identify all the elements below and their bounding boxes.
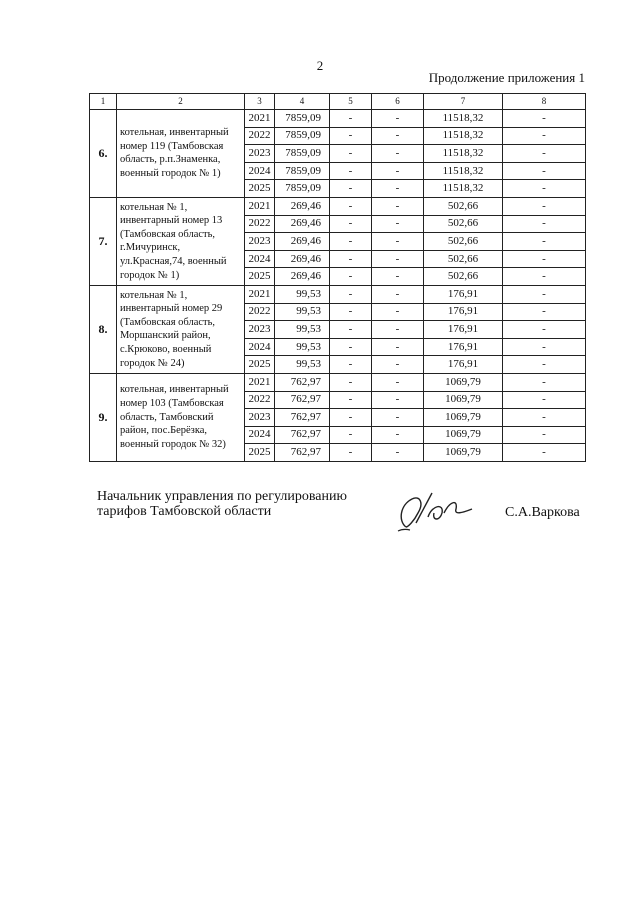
value-cell: 176,91 [424,321,503,339]
value-cell: - [503,426,586,444]
value-cell: 502,66 [424,233,503,251]
value-cell: - [503,321,586,339]
value-cell: - [330,338,372,356]
handwritten-signature [392,483,482,535]
year-cell: 2025 [245,180,275,198]
year-cell: 2023 [245,233,275,251]
value-cell: - [372,215,424,233]
value-cell: - [503,338,586,356]
description-cell: котельная № 1, инвентарный номер 13 (Тамбовская область, г.Мичуринск, ул.Красная,74, военный городок № 1) [117,197,245,285]
value-cell: - [330,110,372,128]
value-cell: - [372,233,424,251]
year-cell: 2025 [245,444,275,462]
value-cell: - [330,373,372,391]
year-cell: 2021 [245,197,275,215]
continuation-label: Продолжение приложения 1 [428,70,585,85]
tariff-table [89,93,586,462]
description-cell: котельная, инвентарный номер 119 (Тамбовская область, р.п.Знаменка, военный городок № 1) [117,110,245,198]
value-cell: 11518,32 [424,127,503,145]
year-cell: 2025 [245,268,275,286]
column-number-cell: 2 [117,94,245,110]
value-cell: 762,97 [275,426,330,444]
value-cell: - [503,250,586,268]
value-cell: - [330,426,372,444]
value-cell: 762,97 [275,409,330,427]
value-cell: - [330,391,372,409]
value-cell: 269,46 [275,250,330,268]
value-cell: - [330,321,372,339]
value-cell: 1069,79 [424,426,503,444]
value-cell: - [503,285,586,303]
value-cell: 176,91 [424,285,503,303]
year-cell: 2021 [245,373,275,391]
value-cell: - [503,180,586,198]
value-cell: - [330,145,372,163]
value-cell: - [372,373,424,391]
table-row [90,110,586,128]
value-cell: - [503,233,586,251]
value-cell: - [503,162,586,180]
value-cell: - [503,127,586,145]
value-cell: - [372,180,424,198]
year-cell: 2023 [245,321,275,339]
value-cell: - [372,268,424,286]
value-cell: - [503,110,586,128]
value-cell: 502,66 [424,197,503,215]
value-cell: 11518,32 [424,180,503,198]
value-cell: - [372,110,424,128]
value-cell: 99,53 [275,321,330,339]
value-cell: - [372,409,424,427]
year-cell: 2023 [245,145,275,163]
year-cell: 2021 [245,110,275,128]
table-body [90,94,586,462]
value-cell: - [330,197,372,215]
value-cell: 7859,09 [275,180,330,198]
value-cell: 269,46 [275,215,330,233]
column-number-cell: 4 [275,94,330,110]
value-cell: - [503,444,586,462]
year-cell: 2024 [245,162,275,180]
table-row [90,285,586,303]
column-number-row [90,94,586,110]
value-cell: 7859,09 [275,145,330,163]
year-cell: 2021 [245,285,275,303]
value-cell: - [330,233,372,251]
column-number-cell: 8 [503,94,586,110]
table-row [90,373,586,391]
year-cell: 2022 [245,303,275,321]
value-cell: 176,91 [424,338,503,356]
value-cell: - [372,338,424,356]
year-cell: 2025 [245,356,275,374]
value-cell: - [372,197,424,215]
year-cell: 2022 [245,215,275,233]
column-number-cell: 3 [245,94,275,110]
value-cell: 99,53 [275,356,330,374]
value-cell: - [372,127,424,145]
value-cell: - [330,303,372,321]
row-number-cell: 6. [90,110,117,198]
signatory-title [97,490,347,519]
value-cell: - [330,127,372,145]
value-cell: 269,46 [275,197,330,215]
column-number-cell: 1 [90,94,117,110]
value-cell: 1069,79 [424,391,503,409]
year-cell: 2022 [245,391,275,409]
signatory-title-line: Начальник управления по регулированию [97,489,347,504]
value-cell: - [330,162,372,180]
value-cell: - [503,268,586,286]
value-cell: - [372,391,424,409]
value-cell: 11518,32 [424,110,503,128]
table-row [90,197,586,215]
value-cell: - [330,180,372,198]
value-cell: 99,53 [275,338,330,356]
value-cell: - [372,250,424,268]
value-cell: - [503,303,586,321]
value-cell: - [330,285,372,303]
value-cell: - [372,145,424,163]
value-cell: - [503,145,586,163]
column-number-cell: 5 [330,94,372,110]
value-cell: 502,66 [424,215,503,233]
year-cell: 2024 [245,250,275,268]
value-cell: - [372,444,424,462]
signatory-name: С.А.Варкова [505,505,580,520]
value-cell: 7859,09 [275,162,330,180]
column-number-cell: 7 [424,94,503,110]
value-cell: 176,91 [424,303,503,321]
value-cell: - [372,162,424,180]
value-cell: - [372,426,424,444]
value-cell: - [330,268,372,286]
signatory-title-line: тарифов Тамбовской области [97,503,272,519]
value-cell: - [503,197,586,215]
row-number-cell: 9. [90,373,117,461]
value-cell: 1069,79 [424,444,503,462]
description-cell: котельная, инвентарный номер 103 (Тамбовская область, Тамбовский район, пос.Берёзка, военный городок № 32) [117,373,245,461]
row-number-cell: 7. [90,197,117,285]
value-cell: - [330,356,372,374]
year-cell: 2022 [245,127,275,145]
year-cell: 2024 [245,426,275,444]
value-cell: - [372,285,424,303]
value-cell: 11518,32 [424,145,503,163]
value-cell: 762,97 [275,444,330,462]
value-cell: - [372,356,424,374]
value-cell: - [372,321,424,339]
value-cell: - [503,391,586,409]
value-cell: 762,97 [275,391,330,409]
value-cell: 176,91 [424,356,503,374]
value-cell: - [503,215,586,233]
value-cell: 99,53 [275,285,330,303]
value-cell: - [503,409,586,427]
value-cell: - [330,215,372,233]
value-cell: - [330,409,372,427]
value-cell: - [330,250,372,268]
value-cell: 7859,09 [275,110,330,128]
row-number-cell: 8. [90,285,117,373]
value-cell: 762,97 [275,373,330,391]
page-number: 2 [316,58,324,73]
value-cell: 1069,79 [424,409,503,427]
value-cell: 269,46 [275,233,330,251]
column-number-cell: 6 [372,94,424,110]
value-cell: 99,53 [275,303,330,321]
value-cell: - [330,444,372,462]
value-cell: 502,66 [424,250,503,268]
year-cell: 2024 [245,338,275,356]
value-cell: - [503,373,586,391]
description-cell: котельная № 1, инвентарный номер 29 (Тамбовская область, Моршанский район, с.Крюково, военный городок № 24) [117,285,245,373]
value-cell: 1069,79 [424,373,503,391]
value-cell: 269,46 [275,268,330,286]
value-cell: 11518,32 [424,162,503,180]
value-cell: 7859,09 [275,127,330,145]
value-cell: - [503,356,586,374]
value-cell: - [372,303,424,321]
value-cell: 502,66 [424,268,503,286]
year-cell: 2023 [245,409,275,427]
